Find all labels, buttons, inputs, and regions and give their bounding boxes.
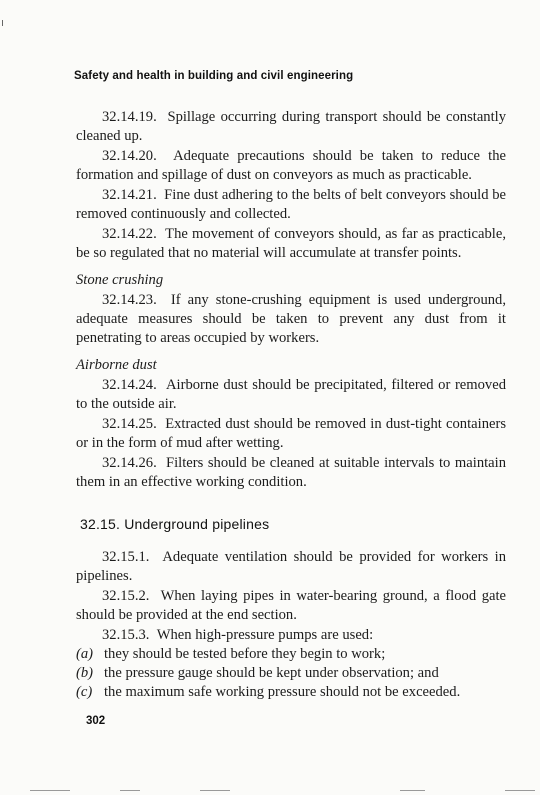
paragraph-text: Fine dust adhering to the belts of belt conveyors should be removed continuously and collected. xyxy=(76,187,507,222)
paragraph-number: 32.14.21. xyxy=(102,187,157,203)
paragraph-number: 32.15.3. xyxy=(102,627,150,643)
paragraph-text: Adequate precautions should be taken to reduce the formation and spillage of dust on conveyors as much as practicable. xyxy=(76,148,507,183)
subheading-stone-crushing: Stone crushing xyxy=(76,272,164,288)
paragraph-32-14-23 xyxy=(76,291,506,348)
paragraph-32-14-25 xyxy=(76,415,506,453)
paragraph-32-15-2 xyxy=(76,587,506,625)
scan-mark xyxy=(2,20,3,26)
paragraph-32-14-24 xyxy=(76,376,506,414)
paragraph-number: 32.15.1. xyxy=(102,549,150,565)
paragraph-32-14-20 xyxy=(76,147,506,185)
paragraph-text: Spillage occurring during transport should be constantly cleaned up. xyxy=(76,109,507,144)
paragraph-text: If any stone-crushing equipment is used underground, adequate measures should be taken to prevent any dust from it penetrating to areas occupied by workers. xyxy=(76,292,506,346)
list-item-text: the maximum safe working pressure should not be exceeded. xyxy=(104,684,461,700)
list-item-text: they should be tested before they begin to work; xyxy=(104,646,386,662)
paragraph-32-15-3 xyxy=(76,626,506,645)
page-number: 302 xyxy=(86,715,106,727)
scan-edge-mark xyxy=(505,790,535,791)
paragraph-number: 32.15.2. xyxy=(102,588,150,604)
paragraph-text: Extracted dust should be removed in dust-tight containers or in the form of mud after wetting. xyxy=(76,416,507,451)
paragraph-number: 32.14.22. xyxy=(102,226,157,242)
subheading-airborne-dust: Airborne dust xyxy=(76,357,157,373)
paragraph-number: 32.14.24. xyxy=(102,377,157,393)
paragraph-32-14-19 xyxy=(76,108,506,146)
list-item-text: the pressure gauge should be kept under observation; and xyxy=(104,665,439,681)
paragraph-number: 32.14.23. xyxy=(102,292,157,308)
list-item-label: (c) xyxy=(76,684,93,700)
scan-edge-mark xyxy=(30,790,70,791)
list-item xyxy=(76,683,506,702)
paragraph-number: 32.14.25. xyxy=(102,416,157,432)
text-column-upper xyxy=(76,108,506,492)
paragraph-text: Airborne dust should be precipitated, filtered or removed to the outside air. xyxy=(76,377,506,412)
scan-edge-mark xyxy=(120,790,140,791)
paragraph-text: When laying pipes in water-bearing ground, a flood gate should be provided at the end section. xyxy=(76,588,507,623)
text-column-lower xyxy=(76,548,506,702)
paragraph-32-14-26 xyxy=(76,454,506,492)
paragraph-text: When high-pressure pumps are used: xyxy=(156,627,374,643)
scan-edge-mark xyxy=(200,790,230,791)
list-item xyxy=(76,645,506,664)
paragraph-32-14-22 xyxy=(76,225,506,263)
section-title: 32.15. Underground pipelines xyxy=(80,516,270,532)
list-item-label: (b) xyxy=(76,665,94,681)
running-head: Safety and health in building and civil engineering xyxy=(74,70,354,82)
paragraph-number: 32.14.19. xyxy=(102,109,157,125)
paragraph-text: Filters should be cleaned at suitable intervals to maintain them in an effective working condition. xyxy=(76,455,506,490)
list-item-label: (a) xyxy=(76,646,94,662)
paragraph-number: 32.14.26. xyxy=(102,455,157,471)
paragraph-number: 32.14.20. xyxy=(102,148,157,164)
paragraph-32-14-21 xyxy=(76,186,506,224)
paragraph-text: Adequate ventilation should be provided for workers in pipelines. xyxy=(76,549,506,584)
list-item xyxy=(76,664,506,683)
paragraph-32-15-1 xyxy=(76,548,506,586)
scan-edge-mark xyxy=(400,790,425,791)
paragraph-text: The movement of conveyors should, as far as practicable, be so regulated that no material will accumulate at transfer points. xyxy=(76,226,506,261)
